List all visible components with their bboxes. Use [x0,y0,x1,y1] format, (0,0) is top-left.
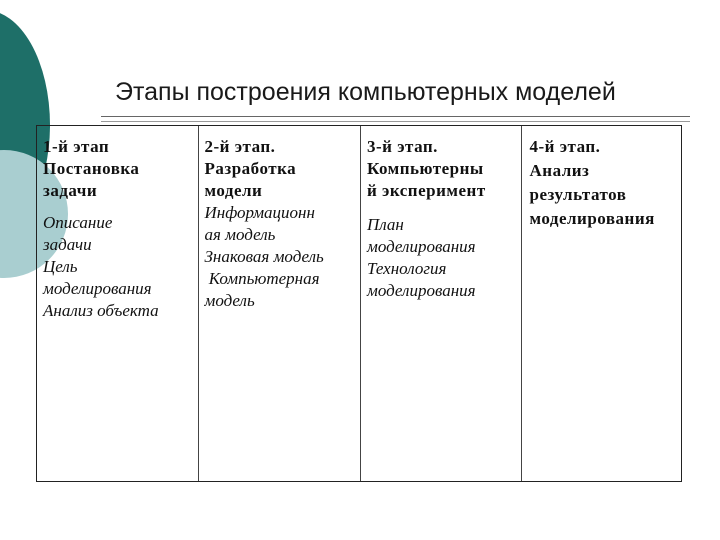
stage-detail-line: Информационн [204,203,315,222]
stage-heading-line: й эксперимент [367,181,486,200]
stage-detail-line: ая модель [204,225,276,244]
stage-detail-line: Технология [367,259,447,278]
stage-column-1 [37,126,199,481]
stage-heading-line: Разработка [204,159,297,178]
stage-detail-line: Компьютерная [204,269,320,288]
stage-heading-line: 3-й этап. [367,137,438,156]
stage-heading-line: результатов [529,185,627,204]
stage-column-4 [522,126,682,481]
stage-detail-line: План [367,215,404,234]
stage-heading-line: 4-й этап. [529,137,601,156]
stage-detail-line: задачи [43,235,92,254]
stage-detail-line: Знаковая модель [204,247,324,266]
stage-heading-line: Постановка [43,159,140,178]
title-divider-secondary [101,121,690,122]
stage-column-2 [199,126,362,481]
stage-detail-line: Описание [43,213,113,232]
stage-heading-line: 2-й этап. [204,137,276,156]
stage-heading-line: 1-й этап [43,137,110,156]
stage-detail-line: моделирования [367,237,476,256]
stage-heading-line: моделирования [529,209,655,228]
stage-heading-line: модели [204,181,263,200]
stage-detail-line: Анализ объекта [43,301,159,320]
stages-table [36,125,682,482]
slide-title: Этапы построения компьютерных моделей [115,78,616,106]
stage-heading-line: Анализ [529,161,590,180]
stage-detail-line: моделирования [43,279,152,298]
title-divider [101,116,690,117]
stage-column-3 [361,126,522,481]
stage-detail-line: модель [204,291,255,310]
stage-detail-line: моделирования [367,281,476,300]
stage-heading-line: задачи [43,181,98,200]
stage-detail-line: Цель [43,257,78,276]
stage-heading-line: Компьютерны [367,159,484,178]
